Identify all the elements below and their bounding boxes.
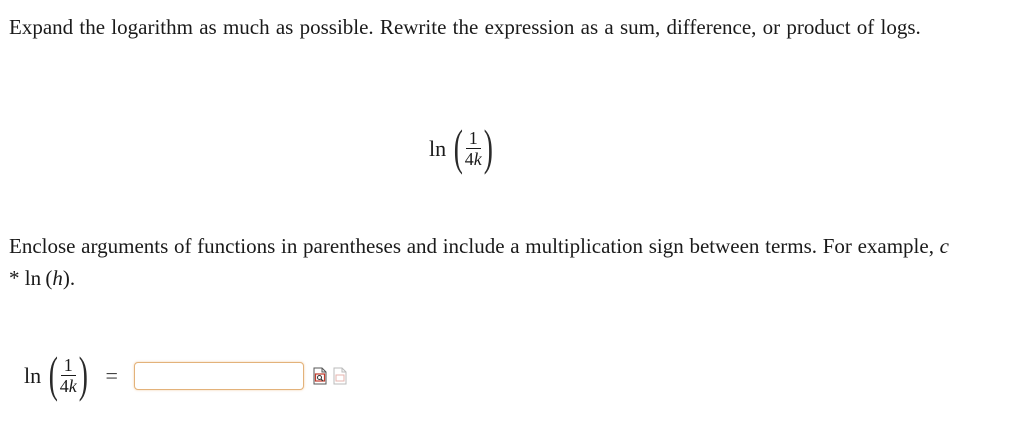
left-paren: ( [453, 119, 464, 175]
example-var-c: c [939, 234, 949, 258]
formula-preview-icon[interactable] [312, 367, 328, 385]
answer-input[interactable] [134, 362, 304, 390]
example-times: * [9, 266, 20, 290]
syntax-help-icon[interactable] [332, 367, 348, 385]
answer-tools [312, 367, 348, 385]
answer-denominator-coef: 4 [59, 375, 69, 396]
answer-right-paren: ) [78, 346, 88, 402]
question-prompt: Expand the logarithm as much as possible. Rewrite the expression as a sum, difference, or product of logs. [9, 15, 921, 39]
answer-ln-function: ln [24, 363, 42, 388]
example-ln: ln [24, 266, 42, 290]
example-open-paren: ( [45, 266, 53, 290]
denominator-var: k [473, 148, 482, 169]
ln-function: ln [429, 136, 447, 161]
example-close-paren: ) [62, 266, 70, 290]
answer-left-paren: ( [48, 346, 59, 402]
fraction [463, 129, 484, 170]
right-paren: ) [483, 119, 493, 175]
example-var-h: h [52, 266, 63, 290]
answer-fraction-denominator [58, 376, 79, 397]
instruction-body: Enclose arguments of functions in parentheses and include a multiplication sign between terms. For example, [9, 234, 934, 258]
equals-sign: = [105, 363, 118, 388]
display-expression [429, 119, 496, 175]
denominator-coef: 4 [464, 148, 474, 169]
fraction-denominator [463, 149, 484, 170]
example-end: . [69, 266, 76, 290]
answer-denominator-var: k [68, 375, 77, 396]
fraction-numerator: 1 [466, 129, 481, 149]
answer-fraction-numerator: 1 [61, 356, 76, 376]
answer-fraction [58, 356, 79, 397]
answer-expression [24, 346, 91, 402]
answer-row [24, 346, 348, 402]
instruction-text [9, 230, 949, 294]
